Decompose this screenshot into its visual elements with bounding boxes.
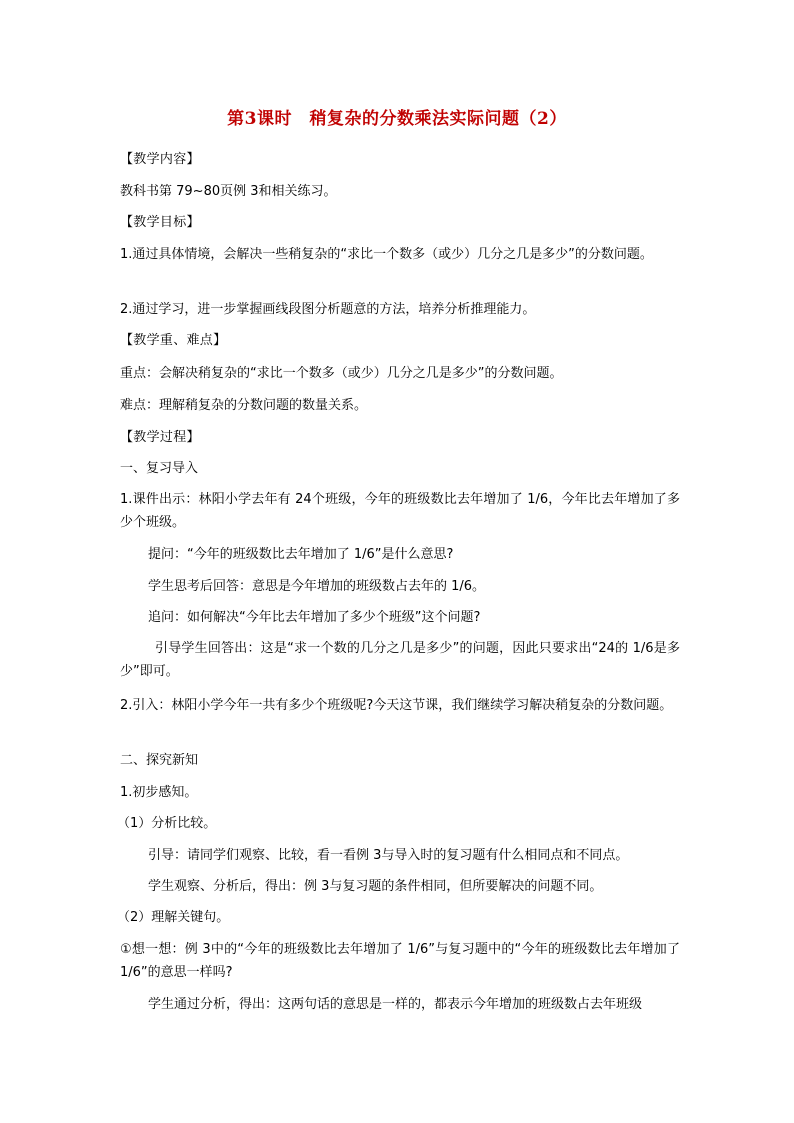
teaching-content-text: 教科书第 79~80页例 3和相关练习。 [120, 184, 337, 199]
teaching-process-heading: 【教学过程】 [120, 430, 200, 445]
observation-text: 学生观察、分析后，得出：例 3与复习题的条件相同，但所要解决的问题不同。 [148, 879, 603, 894]
answer-1: 学生思考后回答：意思是今年增加的班级数占去年的 1/6。 [148, 579, 486, 594]
question-2: 追问：如何解决“今年比去年增加了多少个班级”这个问题? [148, 610, 481, 625]
introduction: 2.引入：林阳小学今年一共有多少个班级呢?今天这节课，我们继续学习解决稍复杂的分数问题。 [120, 698, 673, 713]
teaching-content-heading: 【教学内容】 [120, 152, 200, 167]
key-sentence-heading: （2）理解关键句。 [117, 910, 230, 925]
key-points-heading: 【教学重、难点】 [120, 333, 227, 348]
teaching-goals-heading: 【教学目标】 [120, 215, 200, 230]
review-problem: 1.课件出示：林阳小学去年有 24个班级，今年的班级数比去年增加了 1/6，今年比去年增加了多少个班级。 [120, 492, 680, 530]
goal-2: 2.通过学习，进一步掌握画线段图分析题意的方法，培养分析推理能力。 [120, 302, 536, 317]
goal-1: 1.通过具体情境，会解决一些稍复杂的“求比一个数多（或少）几分之几是多少”的分数问题。 [120, 247, 653, 262]
initial-perception: 1.初步感知。 [120, 785, 198, 800]
analyze-compare-heading: （1）分析比较。 [117, 816, 217, 831]
lesson-title: 第3课时 稍复杂的分数乘法实际问题（2） [227, 109, 567, 129]
question-1: 提问：“今年的班级数比去年增加了 1/6”是什么意思? [148, 547, 454, 562]
answer-2: 引导学生回答出：这是“求一个数的几分之几是多少”的问题，因此只要求出“24的 1/6是多少”即可。 [120, 641, 680, 679]
difficult-point: 难点：理解稍复杂的分数问题的数量关系。 [120, 398, 368, 413]
part1-heading: 一、复习导入 [120, 461, 199, 476]
guide-text: 引导：请同学们观察、比较，看一看例 3与导入时的复习题有什么相同点和不同点。 [148, 848, 629, 863]
key-point: 重点：会解决稍复杂的“求比一个数多（或少）几分之几是多少”的分数问题。 [120, 366, 563, 381]
part2-heading: 二、探究新知 [120, 753, 199, 768]
analysis-text: 学生通过分析，得出：这两句话的意思是一样的，都表示今年增加的班级数占去年班级 [148, 997, 643, 1012]
think-question: ①想一想：例 3中的“今年的班级数比去年增加了 1/6”与复习题中的“今年的班级数比去年增加了 1/6”的意思一样吗? [120, 942, 680, 980]
